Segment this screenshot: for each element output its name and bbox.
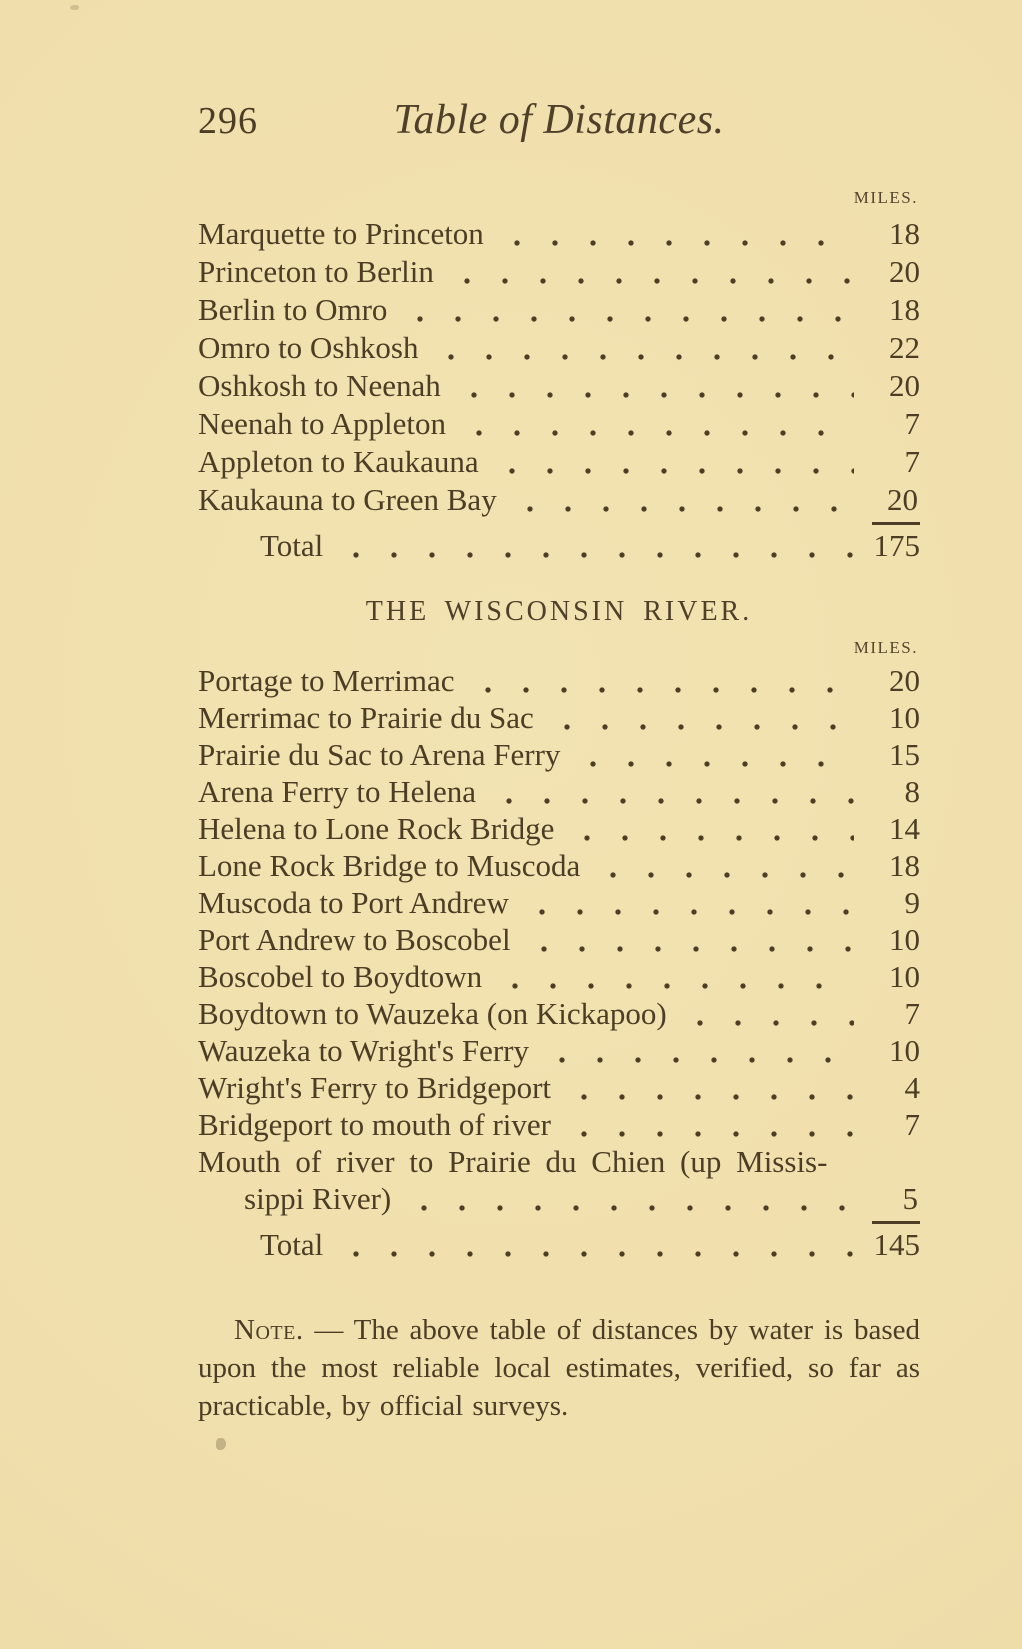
table-row — [198, 214, 920, 252]
row-label: Muscoda to Port Andrew — [198, 885, 509, 921]
table-row — [198, 480, 920, 518]
table-row — [198, 404, 920, 442]
dot-leader — [401, 313, 854, 325]
row-label-continuation: sippi River) — [244, 1181, 392, 1217]
table-row-wrapped-line2 — [198, 1180, 920, 1217]
footnote-line: upon the most reliable local estimates, verified, so far as — [198, 1352, 920, 1385]
row-label: Boscobel to Boydtown — [198, 959, 483, 995]
page-title: Table of Distances. — [393, 97, 725, 143]
wisconsin-distance-table — [198, 662, 920, 1263]
total-label: Total — [260, 528, 324, 564]
row-label: Portage to Merrimac — [198, 663, 455, 699]
dot-leader — [543, 1054, 854, 1066]
table-row — [198, 810, 920, 847]
dot-leader — [511, 503, 854, 515]
total-miles: 145 — [873, 1227, 920, 1263]
row-label: Mouth of river to Prairie du Chien (up Missis- — [198, 1144, 828, 1180]
dot-leader — [455, 389, 854, 401]
row-label: Wauzeka to Wright's Ferry — [198, 1033, 529, 1069]
dot-leader — [337, 1248, 854, 1260]
row-miles: 10 — [889, 959, 920, 995]
dot-leader — [498, 237, 854, 249]
paper-speck — [216, 1438, 226, 1450]
row-label: Princeton to Berlin — [198, 254, 434, 290]
row-label: Omro to Oshkosh — [198, 330, 419, 366]
table-row — [198, 958, 920, 995]
footnote — [198, 1311, 920, 1425]
row-label: Bridgeport to mouth of river — [198, 1107, 551, 1143]
row-label: Neenah to Appleton — [198, 406, 446, 442]
footnote-line — [198, 1311, 920, 1349]
dot-leader — [496, 980, 854, 992]
table-row — [198, 921, 920, 958]
row-miles: 10 — [889, 700, 920, 736]
table-row — [198, 252, 920, 290]
dot-leader — [525, 943, 854, 955]
row-miles: 7 — [904, 444, 920, 480]
footnote-label: Note. — [234, 1314, 304, 1347]
footnote-text: — The above table of distances by water is based — [314, 1314, 920, 1347]
row-label: Port Andrew to Boscobel — [198, 922, 511, 958]
section-heading: THE WISCONSIN RIVER. — [365, 596, 753, 628]
total-miles: 175 — [873, 528, 920, 564]
table-row — [198, 736, 920, 773]
row-miles: 22 — [889, 330, 920, 366]
row-label: Marquette to Princeton — [198, 216, 484, 252]
table-row — [198, 995, 920, 1032]
underlined-miles: 20 — [872, 482, 920, 525]
row-miles: 15 — [889, 737, 920, 773]
table-row-wrapped-line1 — [198, 1143, 920, 1180]
row-miles: 14 — [889, 811, 920, 847]
upper-distance-table — [198, 214, 920, 564]
row-miles: 18 — [889, 292, 920, 328]
dot-leader — [337, 549, 854, 561]
dot-leader — [493, 465, 854, 477]
table-row — [198, 328, 920, 366]
dot-leader — [594, 869, 854, 881]
page-number: 296 — [198, 100, 258, 142]
row-miles: 7 — [904, 1107, 920, 1143]
row-miles: 10 — [889, 922, 920, 958]
underlined-miles: 5 — [872, 1181, 920, 1224]
table-row — [198, 884, 920, 921]
total-label: Total — [260, 1227, 324, 1263]
row-label: Wright's Ferry to Bridgeport — [198, 1070, 552, 1106]
row-label: Prairie du Sac to Arena Ferry — [198, 737, 561, 773]
row-label: Arena Ferry to Helena — [198, 774, 477, 810]
table-row — [198, 1069, 920, 1106]
table-row — [198, 662, 920, 699]
row-miles: 18 — [889, 848, 920, 884]
table-row — [198, 290, 920, 328]
table-row — [198, 1032, 920, 1069]
footnote-line: practicable, by official surveys. — [198, 1390, 569, 1423]
dot-leader — [681, 1017, 854, 1029]
row-label: Lone Rock Bridge to Muscoda — [198, 848, 581, 884]
row-miles: 7 — [904, 406, 920, 442]
row-miles: 20 — [889, 368, 920, 404]
table-row — [198, 366, 920, 404]
paper-speck — [70, 5, 79, 10]
row-miles: 9 — [904, 885, 920, 921]
dot-leader — [460, 427, 854, 439]
row-label: Merrimac to Prairie du Sac — [198, 700, 534, 736]
dot-leader — [548, 721, 854, 733]
row-miles — [860, 482, 920, 518]
dot-leader — [405, 1202, 854, 1214]
dot-leader — [469, 684, 854, 696]
row-miles: 8 — [904, 774, 920, 810]
miles-column-header: MILES. — [853, 638, 918, 658]
dot-leader — [568, 832, 854, 844]
row-miles — [860, 1181, 920, 1217]
dot-leader — [574, 758, 854, 770]
row-label: Boydtown to Wauzeka (on Kickapoo) — [198, 996, 667, 1032]
row-label: Kaukauna to Green Bay — [198, 482, 497, 518]
table-row — [198, 699, 920, 736]
dot-leader — [448, 275, 854, 287]
row-miles: 20 — [889, 254, 920, 290]
row-miles: 4 — [904, 1070, 920, 1106]
dot-leader — [565, 1091, 854, 1103]
total-row — [198, 524, 920, 564]
table-row — [198, 442, 920, 480]
row-label: Helena to Lone Rock Bridge — [198, 811, 555, 847]
total-row — [198, 1223, 920, 1263]
dot-leader — [432, 351, 854, 363]
dot-leader — [523, 906, 854, 918]
dot-leader — [565, 1128, 854, 1140]
miles-column-header: MILES. — [853, 188, 918, 208]
table-row — [198, 773, 920, 810]
row-label: Berlin to Omro — [198, 292, 388, 328]
table-row — [198, 847, 920, 884]
row-label: Oshkosh to Neenah — [198, 368, 441, 404]
dot-leader — [490, 795, 854, 807]
row-miles: 20 — [889, 663, 920, 699]
row-label: Appleton to Kaukauna — [198, 444, 479, 480]
row-miles: 10 — [889, 1033, 920, 1069]
table-row — [198, 1106, 920, 1143]
row-miles: 7 — [904, 996, 920, 1032]
page-content — [198, 96, 920, 1425]
row-miles: 18 — [889, 216, 920, 252]
page-header — [198, 96, 920, 144]
